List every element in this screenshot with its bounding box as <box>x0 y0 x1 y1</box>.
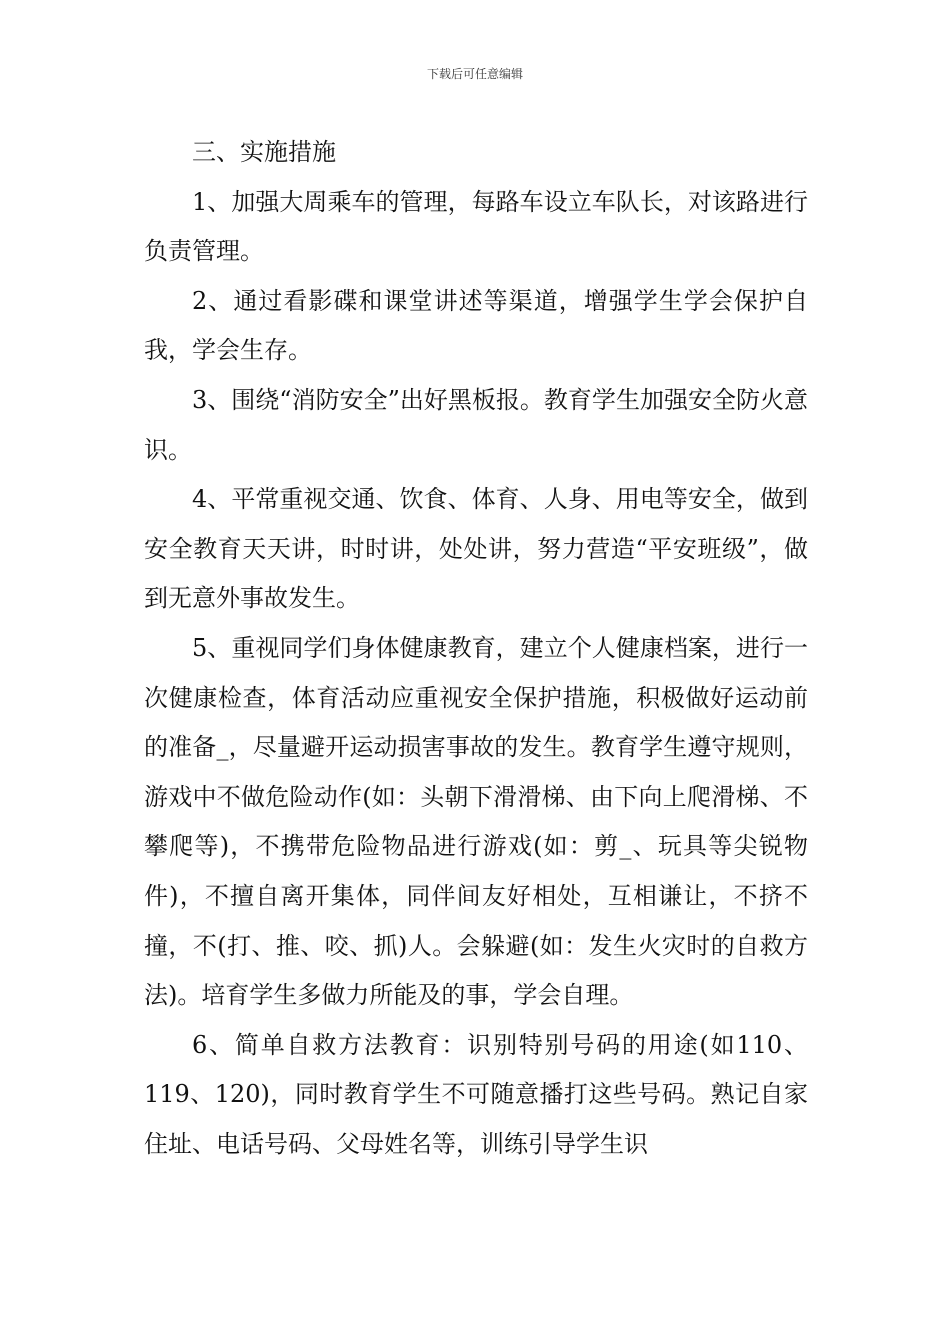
paragraph-4: 4、平常重视交通、饮食、体育、人身、用电等安全，做到安全教育天天讲，时时讲，处处讲，努力营造“平安班级”，做到无意外事故发生。 <box>144 485 808 613</box>
section-title: 三、实施措施 <box>192 138 336 166</box>
paragraph-5: 5、重视同学们身体健康教育，建立个人健康档案，进行一次健康检查，体育活动应重视安全保护措施，积极做好运动前的准备_，尽量避开运动损害事故的发生。教育学生遵守规则，游戏中不做危险动作(如：头朝下滑滑梯、由下向上爬滑梯、不攀爬等)，不携带危险物品进行游戏(如：剪_、玩具等尖锐物件)，不擅自离开集体，同伴间友好相处，互相谦让，不挤不撞，不(打、推、咬、抓)人。会躲避(如：发生火灾时的自救方法)。培育学生多做力所能及的事，学会自理。 <box>144 633 808 1010</box>
paragraph-2: 2、通过看影碟和课堂讲述等渠道，增强学生学会保护自我，学会生存。 <box>144 286 808 365</box>
paragraph-6: 6、简单自救方法教育：识别特别号码的用途(如110、119、120)，同时教育学生不可随意播打这些号码。熟记自家住址、电话号码、父母姓名等，训练引导学生识 <box>144 1030 808 1158</box>
page-header: 下载后可任意编辑 <box>426 67 523 81</box>
document-body <box>144 128 808 1169</box>
paragraph-3: 3、围绕“消防安全”出好黑板报。教育学生加强安全防火意识。 <box>144 385 808 464</box>
paragraph-1: 1、加强大周乘车的管理，每路车设立车队长，对该路进行负责管理。 <box>144 187 808 266</box>
